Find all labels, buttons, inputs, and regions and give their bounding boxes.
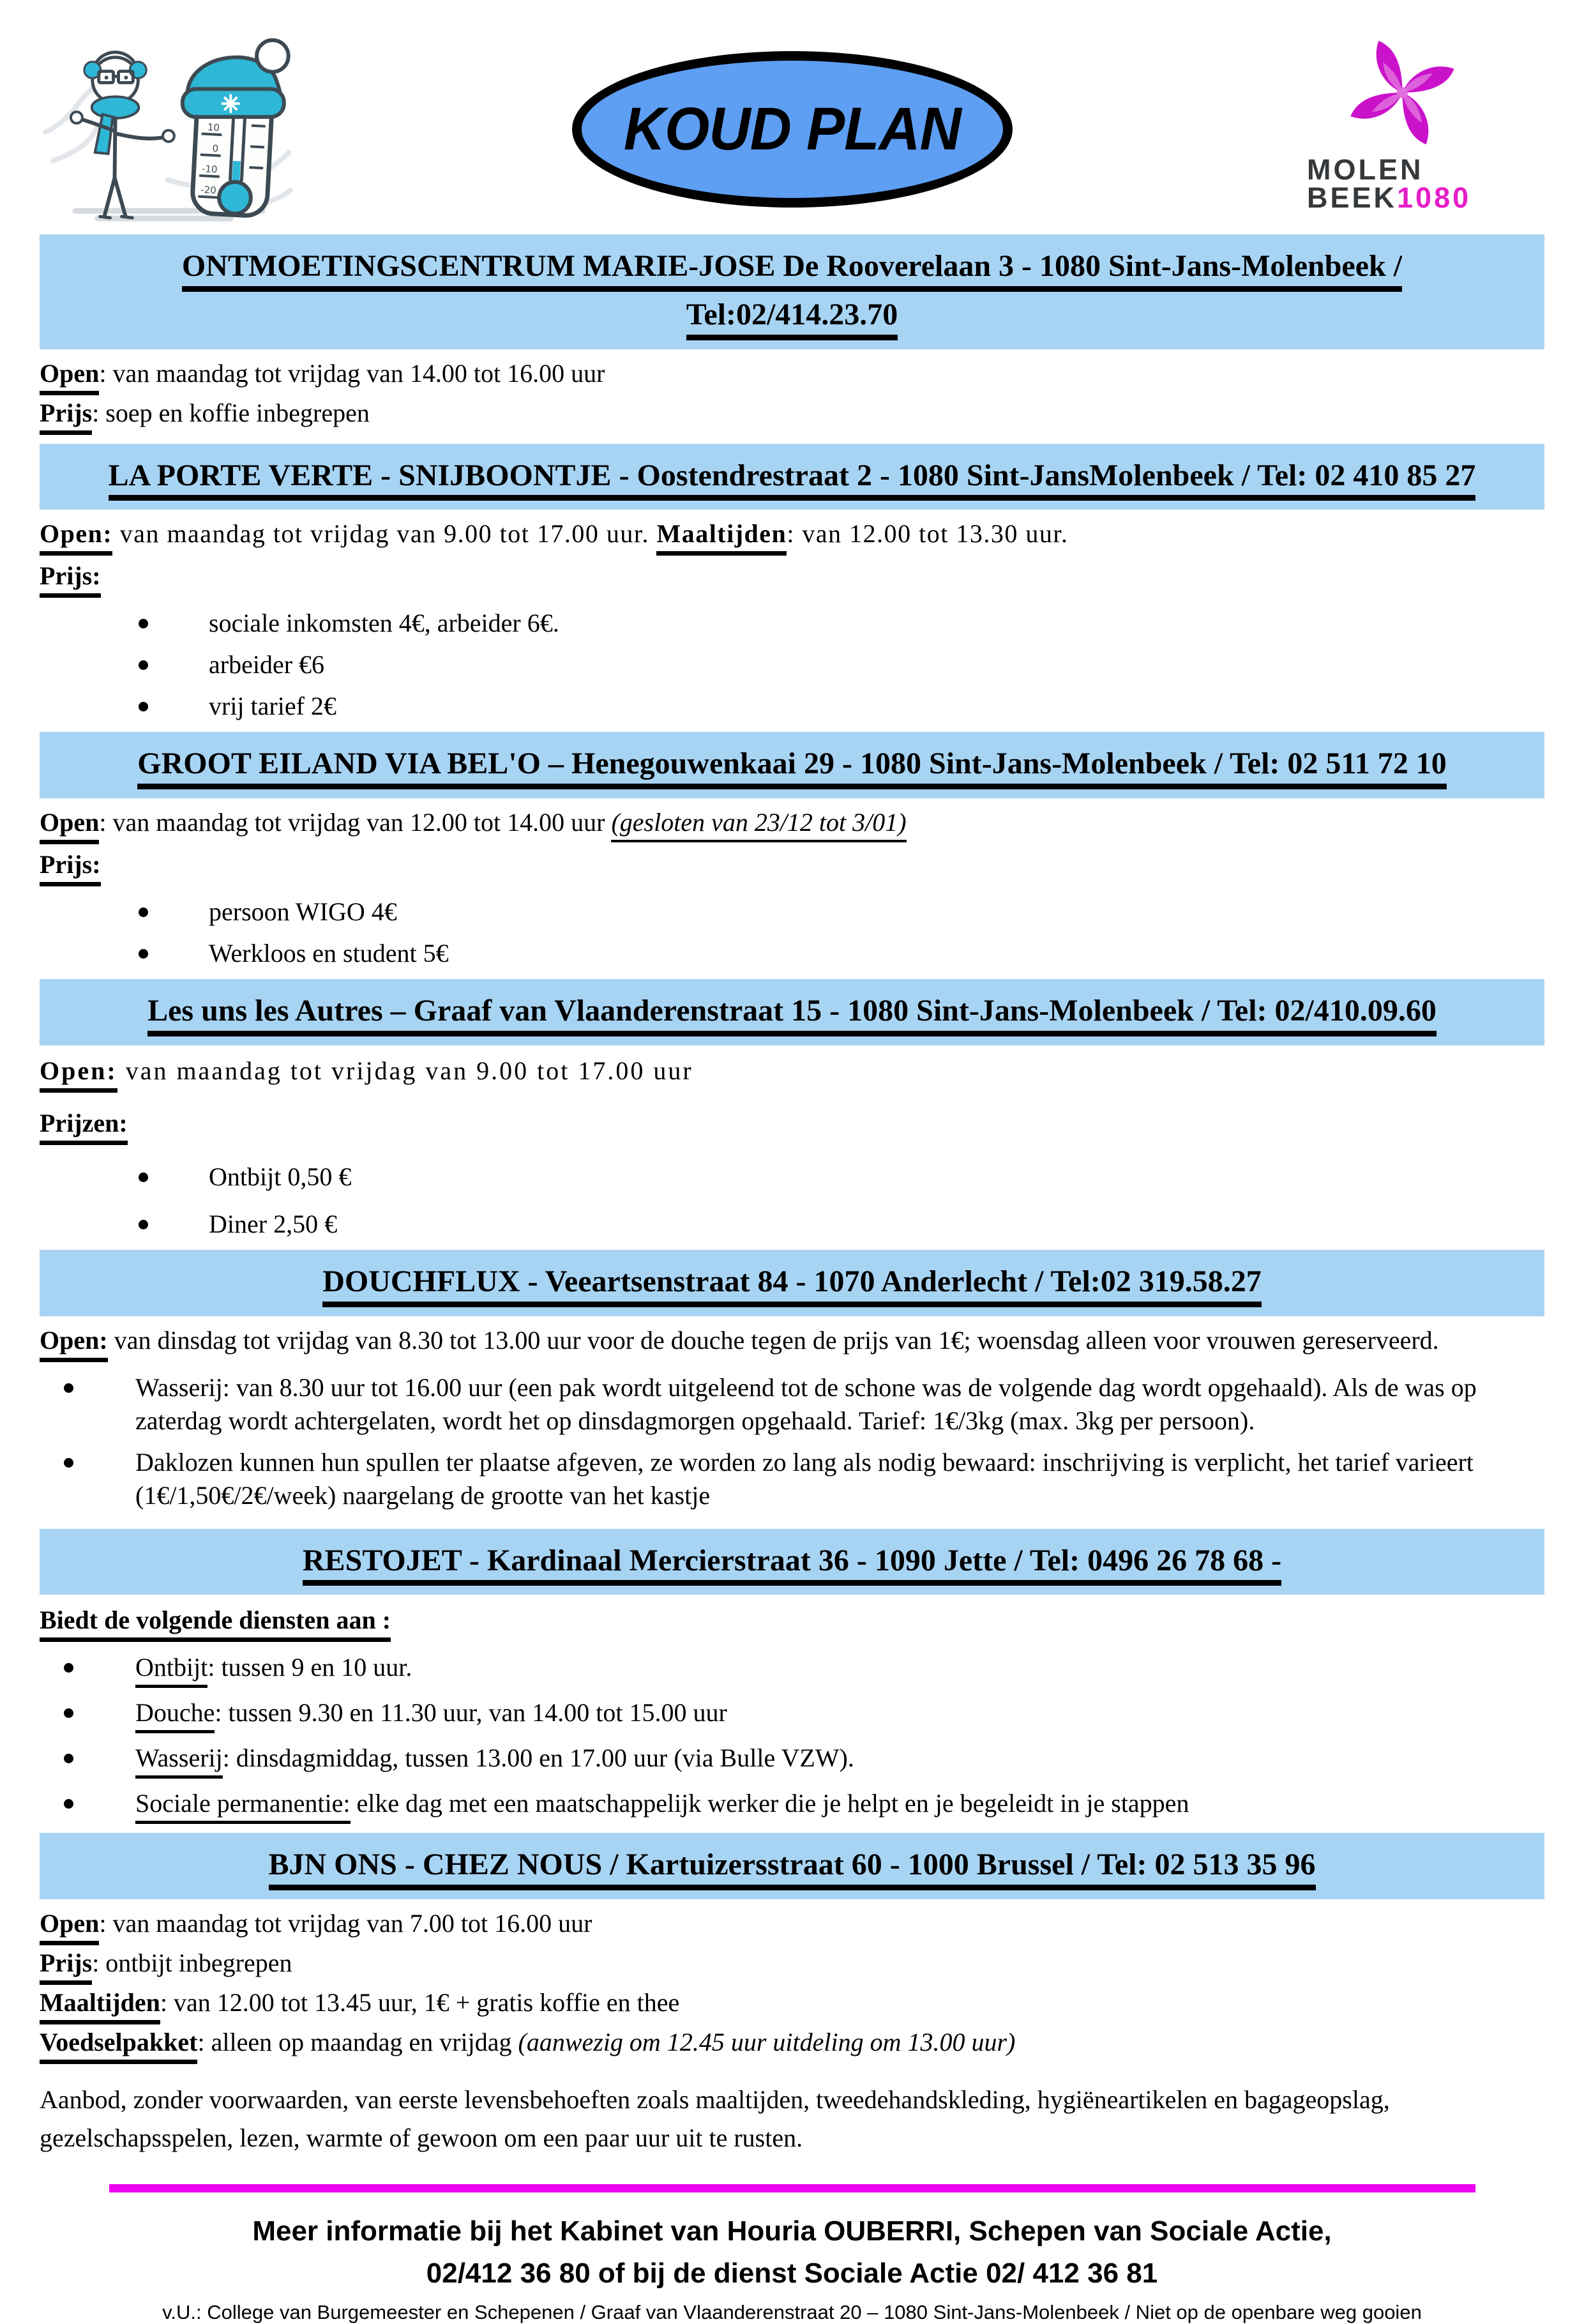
section-banner [40,732,1544,798]
pompom [257,40,289,72]
price-list [40,1160,1544,1241]
title-badge [572,51,1013,208]
foodpack-line: Voedselpakket: alleen op maandag en vrijdag (aanwezig om 12.45 uur uitdeling om 13.00 uur) [40,2026,1544,2064]
section-banner [40,979,1544,1045]
section-heading: Les uns les Autres – Graaf van Vlaanderenstraat 15 - 1080 Sint-Jans-Molenbeek / Tel: 02/410.09.60 [46,988,1538,1037]
magenta-divider [109,2184,1475,2192]
header [40,31,1544,225]
beanie-hat [183,40,289,117]
section-banner [40,1833,1544,1899]
pinwheel-icon [1340,32,1465,153]
price-list [40,607,1544,723]
section-banner [40,1250,1544,1316]
section-heading: DOUCHFLUX - Veeartsenstraat 84 - 1070 Anderlecht / Tel:02 319.58.27 [46,1259,1538,1307]
open-line: Open: van maandag tot vrijdag van 12.00 tot 14.00 uur (gesloten van 23/12 tot 3/01) [40,806,1544,844]
list-item: Ontbijt: tussen 9 en 10 uur. [40,1651,1544,1688]
open-line: Open: van maandag tot vrijdag van 9.00 tot 17.00 uur. Maaltijden: van 12.00 tot 13.30 uur. [40,517,1544,556]
section-heading-line2: Tel:02/414.23.70 [46,292,1538,340]
section-douchflux [40,1250,1544,1512]
price-label: Prijs: [40,559,1544,598]
section-restojet [40,1529,1544,1825]
footer-info-line2: 02/412 36 80 of bij de dienst Sociale Actie 02/ 412 36 81 [426,2258,1158,2289]
stick-figure [71,52,174,218]
flyer-page [0,31,1584,2323]
foodpack-note: (aanwezig om 12.45 uur uitdeling om 13.00 uur) [518,2028,1016,2056]
logo-postcode: 1080 [1397,181,1472,215]
hand-left [71,112,82,123]
list-item: Diner 2,50 € [40,1208,1544,1241]
list-item: persoon WIGO 4€ [40,895,1544,929]
svg-text:-20: -20 [200,183,217,197]
open-line: Open: van maandag tot vrijdag van 14.00 tot 16.00 uur [40,357,1544,395]
logo-wordmark [1307,153,1544,215]
section-ontmoetingscentrum [40,234,1544,435]
section-les-uns-les-autres [40,979,1544,1241]
section-banner [40,1529,1544,1595]
section-banner [40,234,1544,349]
footer-colophon: v.U.: College van Burgemeester en Schepenen / Graaf van Vlaanderenstraat 20 – 1080 Sint-Jans-Molenbeek / Niet op de openbare weg gooien [162,2301,1422,2323]
molenbeek-logo [1289,31,1544,215]
list-item: Wasserij: dinsdagmiddag, tussen 13.00 en 17.00 uur (via Bulle VZW). [40,1742,1544,1779]
price-line: Prijs: ontbijt inbegrepen [40,1947,1544,1985]
services-intro: Biedt de volgende diensten aan : [40,1604,1544,1642]
price-line: Prijs: soep en koffie inbegrepen [40,397,1544,435]
page-title: KOUD PLAN [623,95,961,163]
list-item: Ontbijt 0,50 € [40,1160,1544,1194]
list-item: sociale inkomsten 4€, arbeider 6€. [40,607,1544,640]
snowflake-icon [222,95,239,112]
svg-text:-10: -10 [201,163,218,176]
logo-line2: BEEK [1307,181,1398,215]
footer-info-line1: Meer informatie bij het Kabinet van Houria OUBERRI, Schepen van Sociale Actie, [252,2215,1332,2247]
winter-figure-illustration [40,31,295,221]
service-list [40,1371,1544,1512]
section-heading: ONTMOETINGSCENTRUM MARIE-JOSE De Rooverelaan 3 - 1080 Sint-Jans-Molenbeek / [46,243,1538,292]
list-item: vrij tarief 2€ [40,690,1544,723]
svg-text:0: 0 [212,142,219,155]
offer-paragraph: Aanbod, zonder voorwaarden, van eerste levensbehoeften zoals maaltijden, tweedehandskleding, hygiëneartikelen en bagageopslag, gezelschapsspelen, lezen, warmte of gewoon om een paar uur uit te rusten. [40,2085,1390,2152]
price-list [40,895,1544,970]
section-la-porte-verte [40,444,1544,724]
open-line: Open: van maandag tot vrijdag van 9.00 tot 17.00 uur [40,1054,1544,1093]
list-item: Sociale permanentie: elke dag met een maatschappelijk werker die je helpt en je begeleidt in je stappen [40,1787,1544,1824]
list-item: Daklozen kunnen hun spullen ter plaatse afgeven, ze worden zo lang als nodig bewaard: inschrijving is verplicht, het tarief varieert (1€/1,50€/2€/week) naargelang de grootte van het kastje [40,1446,1544,1512]
scarf [92,96,139,118]
section-heading: LA PORTE VERTE - SNIJBOONTJE - Oostendrestraat 2 - 1080 Sint-JansMolenbeek / Tel: 02 410 85 27 [46,453,1538,501]
closure-note: (gesloten van 23/12 tot 3/01) [611,806,906,842]
list-item: Douche: tussen 9.30 en 11.30 uur, van 14.00 tot 15.00 uur [40,1696,1544,1733]
section-heading: GROOT EILAND VIA BEL'O – Henegouwenkaai 29 - 1080 Sint-Jans-Molenbeek / Tel: 02 511 72 10 [46,741,1538,789]
service-list [40,1651,1544,1824]
logo-line1: MOLEN [1307,153,1424,186]
price-label: Prijs: [40,848,1544,886]
title-badge-wrap [295,51,1289,208]
price-label: Prijzen: [40,1107,1544,1145]
section-heading: BJN ONS - CHEZ NOUS / Kartuizersstraat 60 - 1000 Brussel / Tel: 02 513 35 96 [46,1842,1538,1890]
hand-right [163,130,174,142]
list-item: arbeider €6 [40,648,1544,681]
section-heading: RESTOJET - Kardinaal Mercierstraat 36 - 1090 Jette / Tel: 0496 26 78 68 - [46,1538,1538,1586]
section-bjn-ons [40,1833,1544,2157]
section-banner [40,444,1544,510]
footer [40,2184,1544,2324]
section-groot-eiland [40,732,1544,970]
open-line: Open: van maandag tot vrijdag van 7.00 tot 16.00 uur [40,1907,1544,1945]
list-item: Wasserij: van 8.30 uur tot 16.00 uur (een pak wordt uitgeleend tot de schone was de volgende dag wordt opgehaald). Als de was op zaterdag wordt achtergelaten, wordt het op dinsdagmorgen opgehaald. Tarief: 1€/3kg (max. 3kg per persoon). [40,1371,1544,1438]
svg-text:10: 10 [207,121,220,133]
list-item: Werkloos en student 5€ [40,937,1544,970]
meals-line: Maaltijden: van 12.00 tot 13.45 uur, 1€ + gratis koffie en thee [40,1986,1544,2024]
open-line: Open: van dinsdag tot vrijdag van 8.30 tot 13.00 uur voor de douche tegen de prijs van 1€; woensdag alleen voor vrouwen gereserveerd. [40,1324,1544,1362]
